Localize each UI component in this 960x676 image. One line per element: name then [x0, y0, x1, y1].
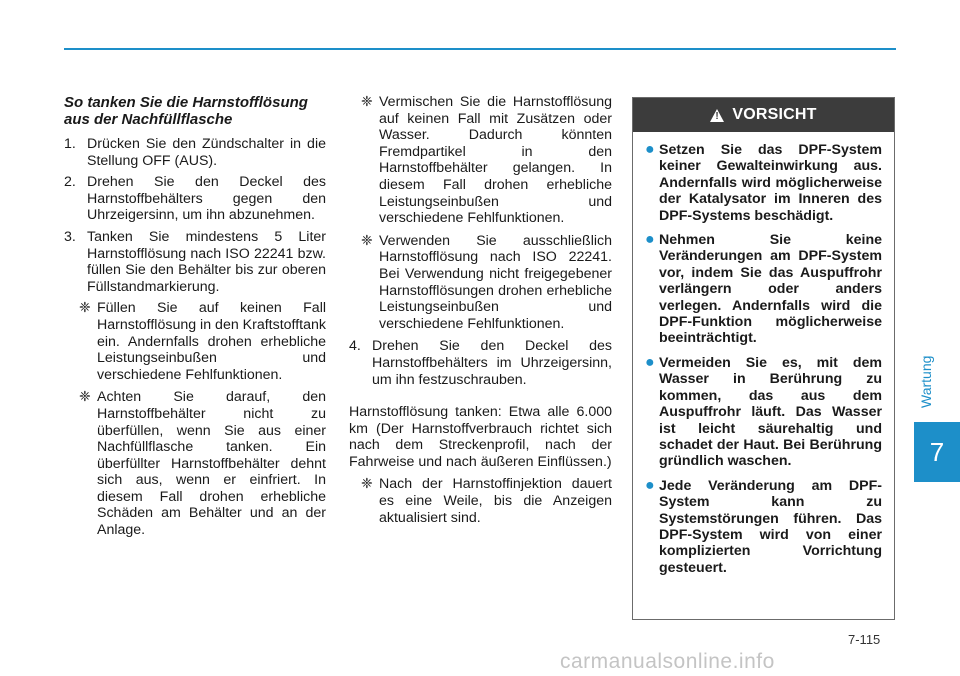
caution-box — [632, 97, 895, 620]
note-text: Verwenden Sie ausschließlich Harnstofflösung nach ISO 22241. Bei Verwendung nicht freigegebener Harnstofflösungen drohen erhebliche Leistungseinbußen und verschiedene Fehlfunktionen. — [379, 232, 612, 332]
caution-item — [645, 142, 882, 224]
note-item — [79, 300, 326, 383]
chapter-tab: 7 — [914, 422, 960, 482]
caution-header — [633, 98, 894, 132]
step-text: Tanken Sie mindestens 5 Liter Harnstofflösung nach ISO 22241 bzw. füllen Sie den Behälter bis zur oberen Füllstandmarkierung. — [87, 228, 326, 295]
warning-triangle-icon: ! — [710, 109, 724, 122]
caution-list — [633, 132, 894, 576]
caution-text: Setzen Sie das DPF-System keiner Gewalteinwirkung aus. Andernfalls wird möglicherweise der Katalysator im Inneren des DPF-Systems beschädigt. — [659, 142, 882, 224]
step-number: 2. — [64, 174, 76, 191]
refill-interval-paragraph: Harnstofflösung tanken: Etwa alle 6.000 km (Der Harnstoffverbrauch richtet sich nach dem Streckenprofil, nach der Fahrweise und nach äußeren Einflüssen.) — [349, 404, 612, 470]
note-item — [361, 94, 612, 227]
note-symbol-icon: ❈ — [361, 476, 373, 493]
bullet-icon: ● — [645, 141, 655, 158]
side-label-text: Wartung — [918, 355, 934, 408]
section-heading: So tanken Sie die Harnstofflösung aus der Nachfüllflasche — [64, 94, 308, 128]
step-item — [64, 229, 326, 295]
note-text: Vermischen Sie die Harnstofflösung auf keinen Fall mit Zusätzen oder Wasser. Dadurch könnten Fremdpartikel in den Harnstoffbehälter gelangen. In diesem Fall drohen erhebliche Leistungseinbußen und verschiedene Fehlfunktionen. — [379, 94, 612, 227]
note-item — [361, 233, 612, 333]
note-symbol-icon: ❈ — [361, 232, 373, 249]
step-text: Drehen Sie den Deckel des Harnstoffbehälters im Uhrzeigersinn, um ihn festzuschrauben. — [372, 338, 612, 388]
note-symbol-icon: ❈ — [361, 94, 373, 110]
page-number: 7-115 — [848, 632, 881, 647]
caution-item — [645, 232, 882, 347]
note-item — [361, 476, 612, 526]
left-column — [64, 94, 326, 545]
note-text: Füllen Sie auf keinen Fall Harnstofflösung in den Kraftstofftank ein. Andernfalls drohen erhebliche Leistungseinbußen und verschiedene Fehlfunktionen. — [97, 300, 326, 383]
bullet-icon: ● — [645, 476, 655, 494]
step-item — [64, 136, 326, 169]
section-side-label — [918, 300, 948, 410]
caution-item — [645, 355, 882, 470]
note-symbol-icon: ❈ — [79, 389, 91, 406]
caution-text: Nehmen Sie keine Veränderungen am DPF-System vor, indem Sie das Auspuffrohr verlängern oder anders verlegen. Andernfalls wird die DPF-Funktion möglicherweise beeinträchtigt. — [659, 232, 882, 347]
note-text: Achten Sie darauf, den Harnstoffbehälter nicht zu überfüllen, wenn Sie aus einer Nachfüllflasche tanken. Ein überfüllter Harnstoffbehälter dehnt sich aus, wenn er einfriert. In diesem Fall drohen erhebliche Schäden am Behälter und an der Anlage. — [97, 389, 326, 539]
note-text: Nach der Harnstoffinjektion dauert es eine Weile, bis die Anzeigen aktualisiert sind. — [379, 476, 612, 526]
caution-title: VORSICHT — [732, 106, 817, 123]
step-text: Drehen Sie den Deckel des Harnstoffbehälters gegen den Uhrzeigersinn, um ihn abzunehmen. — [87, 174, 326, 224]
step-item — [349, 338, 612, 388]
step-number: 4. — [349, 338, 361, 355]
middle-column — [349, 94, 612, 532]
header-rule — [64, 48, 896, 50]
watermark: carmanualsonline.info — [560, 650, 775, 673]
step-number: 1. — [64, 136, 76, 152]
note-symbol-icon: ❈ — [79, 300, 91, 317]
bullet-icon: ● — [645, 231, 655, 249]
step-item — [64, 174, 326, 224]
caution-text: Vermeiden Sie es, mit dem Wasser in Berührung zu kommen, das aus dem Auspuffrohr läuft. Das Wasser ist leicht säurehaltig und schadet der Haut. Bei Berührung gründlich waschen. — [659, 354, 882, 470]
step-text: Drücken Sie den Zündschalter in die Stellung OFF (AUS). — [87, 136, 326, 169]
bullet-icon: ● — [645, 353, 655, 371]
note-item — [79, 389, 326, 538]
caution-text: Jede Veränderung am DPF-System kann zu Systemstörungen führen. Das DPF-System wird von einer komplizierten Vorrichtung gesteuert. — [659, 477, 882, 576]
caution-item — [645, 478, 882, 576]
step-number: 3. — [64, 228, 76, 245]
